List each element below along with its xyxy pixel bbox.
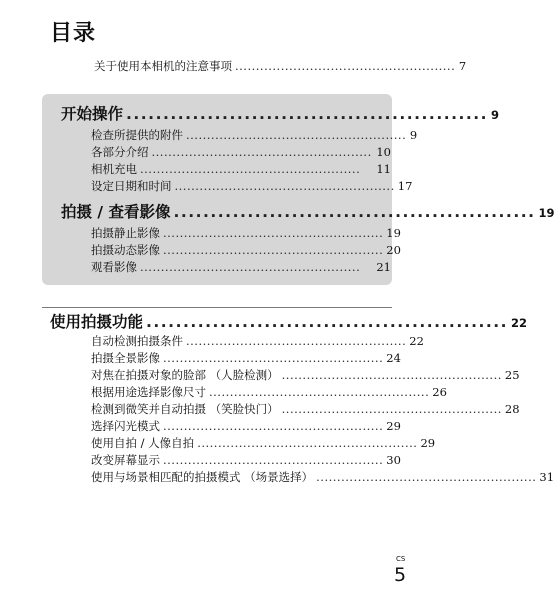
toc-entry-label: 拍摄全景影像	[91, 351, 160, 365]
language-code: CS	[396, 555, 406, 563]
toc-entry[interactable]	[91, 259, 391, 275]
toc-entry[interactable]	[91, 178, 413, 194]
dot-leader: .....................................................	[186, 128, 407, 142]
toc-entry[interactable]	[91, 127, 418, 143]
toc-entry-page: 21	[376, 260, 391, 274]
section-page: 19	[538, 206, 555, 220]
toc-entry[interactable]	[91, 435, 436, 451]
toc-entry[interactable]	[91, 333, 424, 349]
toc-entry[interactable]	[91, 367, 520, 383]
toc-entry-page: 28	[504, 402, 520, 416]
toc-entry[interactable]	[91, 469, 555, 485]
toc-entry-label: 相机充电	[91, 162, 137, 176]
page-number: 5	[394, 564, 407, 586]
toc-entry-label: 拍摄静止影像	[91, 226, 160, 240]
toc-entry-intro[interactable]	[94, 58, 467, 74]
toc-entry-label: 选择闪光模式	[91, 419, 160, 433]
section-page: 9	[491, 108, 500, 122]
toc-entry-label: 关于使用本相机的注意事项	[94, 59, 232, 73]
dot-leader: .....................................................	[140, 260, 361, 274]
toc-entry-page: 24	[386, 351, 401, 365]
toc-entry-label: 检查所提供的附件	[91, 128, 183, 142]
dot-leader: .....................................................	[281, 368, 502, 382]
toc-entry-page: 17	[397, 179, 413, 193]
section-divider	[42, 307, 392, 308]
section-title: 开始操作	[61, 105, 124, 123]
toc-entry-page: 10	[376, 145, 391, 159]
dot-leader: .....................................................	[209, 385, 430, 399]
dot-leader: .....................................................	[281, 402, 502, 416]
toc-entry-page: 30	[386, 453, 401, 467]
toc-entry-page: 25	[504, 368, 520, 382]
dot-leader: .....................................................	[316, 470, 537, 484]
dot-leader: .....................................................	[140, 162, 361, 176]
section-heading-getting-started[interactable]	[61, 104, 500, 125]
toc-entry-page: 19	[386, 226, 401, 240]
toc-entry[interactable]	[91, 161, 391, 177]
toc-entry-page: 31	[539, 470, 555, 484]
toc-entry-label: 根据用途选择影像尺寸	[91, 385, 206, 399]
toc-entry[interactable]	[91, 452, 401, 468]
toc-entry[interactable]	[91, 144, 391, 160]
dot-leader: .....................................................	[235, 59, 456, 73]
dot-leader: .....................................................	[163, 226, 384, 240]
toc-entry-label: 检测到微笑并自动拍摄 （笑脸快门）	[91, 402, 279, 416]
toc-entry[interactable]	[91, 401, 520, 417]
dot-leader: .....................................................	[174, 179, 395, 193]
toc-entry[interactable]	[91, 225, 401, 241]
dot-leader: .................................................	[173, 203, 536, 221]
toc-entry[interactable]	[91, 418, 401, 434]
toc-entry-page: 11	[376, 162, 391, 176]
dot-leader: .....................................................	[163, 243, 384, 257]
toc-entry[interactable]	[91, 350, 401, 366]
dot-leader: .....................................................	[151, 145, 372, 159]
toc-entry-label: 使用与场景相匹配的拍摄模式 （场景选择）	[91, 470, 314, 484]
section-heading-shooting-functions[interactable]	[50, 312, 528, 333]
toc-entry-label: 改变屏幕显示	[91, 453, 160, 467]
toc-entry-label: 观看影像	[91, 260, 137, 274]
page-title: 目录	[50, 21, 97, 46]
dot-leader: .................................................	[146, 313, 509, 331]
toc-entry[interactable]	[91, 242, 401, 258]
section-heading-shooting-viewing[interactable]	[61, 202, 555, 223]
toc-entry-page: 20	[386, 243, 401, 257]
dot-leader: .....................................................	[163, 419, 384, 433]
toc-entry-label: 使用自拍 / 人像自拍	[91, 436, 195, 450]
dot-leader: .....................................................	[186, 334, 407, 348]
toc-entry[interactable]	[91, 384, 447, 400]
section-title: 使用拍摄功能	[50, 313, 144, 331]
section-page: 22	[511, 316, 528, 330]
toc-entry-page: 7	[458, 59, 467, 73]
dot-leader: .....................................................	[163, 453, 384, 467]
toc-entry-page: 29	[420, 436, 436, 450]
toc-entry-label: 拍摄动态影像	[91, 243, 160, 257]
toc-entry-page: 26	[432, 385, 447, 399]
toc-entry-label: 自动检测拍摄条件	[91, 334, 183, 348]
dot-leader: .....................................................	[163, 351, 384, 365]
toc-entry-label: 设定日期和时间	[91, 179, 172, 193]
toc-entry-page: 22	[409, 334, 424, 348]
toc-entry-label: 各部分介绍	[91, 145, 149, 159]
section-title: 拍摄 / 查看影像	[61, 203, 171, 221]
toc-entry-label: 对焦在拍摄对象的脸部 （人脸检测）	[91, 368, 279, 382]
toc-entry-page: 9	[409, 128, 418, 142]
toc-entry-page: 29	[386, 419, 401, 433]
dot-leader: .....................................................	[197, 436, 418, 450]
dot-leader: .................................................	[126, 105, 489, 123]
